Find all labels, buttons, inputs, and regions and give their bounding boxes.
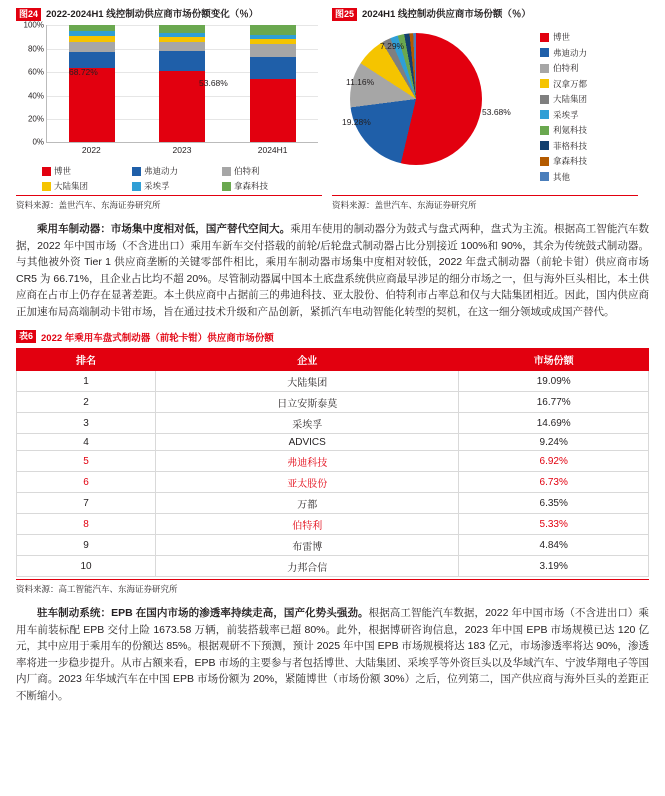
- paragraph-1-lead: 乘用车制动器：市场集中度相对低，国产替代空间大。: [37, 223, 291, 235]
- cell-company: 弗迪科技: [156, 451, 459, 472]
- x-axis-labels: [46, 145, 318, 155]
- legend-label-continental: 大陆集团: [54, 181, 89, 191]
- cell-share: 6.73%: [459, 472, 649, 493]
- stacked-bar-chart: [16, 20, 322, 165]
- y-tick-40: 40%: [27, 91, 44, 101]
- legend-item-other: [540, 171, 636, 183]
- figure-25-tag: 图25: [332, 8, 357, 21]
- figure-24-source: 资料来源：盖世汽车、东海证券研究所: [16, 195, 322, 211]
- figure-24-body: [16, 20, 322, 193]
- cell-company: 万都: [156, 493, 459, 514]
- legend-item-likr: [540, 124, 636, 136]
- table-header-row: [17, 349, 649, 371]
- bar-2024h1: [250, 25, 296, 142]
- cell-company: 力邦合信: [156, 556, 459, 577]
- cell-rank: 6: [17, 472, 156, 493]
- y-tick-80: 80%: [27, 44, 44, 54]
- cell-rank: 1: [17, 371, 156, 392]
- table-6-source: 资料来源：高工智能汽车、东海证券研究所: [16, 579, 649, 595]
- plot-area: [46, 25, 318, 143]
- legend-label-other: 其他: [553, 171, 571, 182]
- legend-label-bosch: 博世: [54, 166, 72, 176]
- legend-swatch-fudi: [132, 167, 141, 176]
- cell-share: 4.84%: [459, 535, 649, 556]
- cell-rank: 8: [17, 514, 156, 535]
- legend-label-nasn: 拿森科技: [553, 156, 588, 166]
- cell-company: ADVICS: [156, 434, 459, 451]
- table-row: [17, 493, 649, 514]
- paragraph-1-body: 乘用车使用的制动器分为鼓式与盘式两种，盘式为主流。根据高工智能汽车数据，2022 年中国市场（不含进出口）乘用车新车交付搭载的前轮/后轮盘式制动器占比分别接近 100%和 90%，其余为传统鼓式制动器。与其他被外资 Tier 1 供应商垄断的关键零部件相比，乘用车制动器市场集中度相对较低，2022 年盘式制动器（前轮卡钳）供应商市场 CR5 为 66.71%，且企业占比均不超 20%。尽管制动器属中国本土底盘系统供应商最早涉足的细分市场之一，但与海外巨头相比，本土供应商在占市上仍存在显著差距。本土供应商中占据前三的弗迪科技、亚太股份、伯特利市占率总和仅与大陆集团相近。因此，国内供应商正加速布局高端制动卡钳市场，旨在通过技术升级和产品创新，紧抓汽车电动智能化转型的契机，在这一细分领域或成国产替代。: [16, 223, 650, 318]
- table-row: [17, 451, 649, 472]
- cell-rank: 3: [17, 413, 156, 434]
- paragraph-2-lead: 驻车制动系统：EPB 在国内市场的渗透率持续走高，国产化势头强劲。: [37, 607, 369, 619]
- table-6-title: [16, 330, 649, 344]
- cell-company: 大陆集团: [156, 371, 459, 392]
- table-6-title-text: 2022 年乘用车盘式制动器（前轮卡钳）供应商市场份额: [41, 333, 274, 344]
- legend-label-fudi: 弗迪动力: [553, 47, 588, 58]
- figure-24-legend: [42, 165, 312, 195]
- table-row: [17, 371, 649, 392]
- legend-item-nasn: [222, 180, 312, 192]
- legend-swatch-nasn: [540, 157, 549, 166]
- paragraph-epb: [16, 605, 649, 704]
- table-row: [17, 472, 649, 493]
- cell-rank: 10: [17, 556, 156, 577]
- cell-rank: 9: [17, 535, 156, 556]
- annotation-68-72: 68.72%: [69, 67, 98, 77]
- legend-item-nasn: [540, 155, 636, 167]
- legend-item-bosch: [540, 31, 636, 43]
- cell-share: 6.92%: [459, 451, 649, 472]
- legend-label-continental: 大陆集团: [553, 94, 588, 104]
- legend-item-fudi: [540, 47, 636, 59]
- pie-label-mando: 7.29%: [380, 41, 405, 51]
- legend-label-fige: 菲格科技: [553, 140, 588, 151]
- figure-24: [16, 8, 322, 211]
- table-row: [17, 535, 649, 556]
- col-rank: 排名: [17, 349, 156, 371]
- legend-label-bosch: 博世: [553, 32, 571, 42]
- pie-label-fudi: 19.28%: [342, 117, 371, 127]
- cell-company: 日立安斯泰莫: [156, 392, 459, 413]
- legend-swatch-continental: [42, 182, 51, 191]
- legend-item-zf: [540, 109, 636, 121]
- cell-company: 布雷博: [156, 535, 459, 556]
- cell-share: 19.09%: [459, 371, 649, 392]
- table-row: [17, 556, 649, 577]
- legend-item-mando: [540, 78, 636, 90]
- y-axis: [16, 20, 46, 147]
- pie-shape: [350, 33, 482, 165]
- pie-label-bethel: 11.16%: [346, 77, 375, 87]
- cell-share: 3.19%: [459, 556, 649, 577]
- legend-swatch-bosch: [42, 167, 51, 176]
- bar-group: [47, 25, 318, 142]
- cell-company: 亚太股份: [156, 472, 459, 493]
- legend-label-zf: 采埃孚: [553, 109, 579, 120]
- legend-swatch-continental: [540, 95, 549, 104]
- pie-chart: [332, 25, 638, 185]
- cell-share: 16.77%: [459, 392, 649, 413]
- cell-share: 5.33%: [459, 514, 649, 535]
- cell-company: 伯特利: [156, 514, 459, 535]
- legend-item-zf: [132, 180, 222, 192]
- table-row: [17, 413, 649, 434]
- y-tick-100: 100%: [23, 20, 44, 30]
- cell-rank: 7: [17, 493, 156, 514]
- cell-rank: 2: [17, 392, 156, 413]
- table-row: [17, 434, 649, 451]
- legend-swatch-other: [540, 172, 549, 181]
- cell-share: 14.69%: [459, 413, 649, 434]
- cell-share: 9.24%: [459, 434, 649, 451]
- x-label-2022: 2022: [81, 145, 101, 155]
- legend-label-nasn: 拿森科技: [234, 181, 269, 191]
- legend-swatch-nasn: [222, 182, 231, 191]
- legend-label-likr: 利氪科技: [553, 125, 588, 135]
- figure-25-title: [332, 8, 638, 21]
- legend-item-continental: [42, 180, 132, 192]
- x-label-2023: 2023: [172, 145, 192, 155]
- legend-swatch-bethel: [222, 167, 231, 176]
- col-company: 企业: [156, 349, 459, 371]
- bar-2022: [69, 25, 115, 142]
- legend-label-bethel: 伯特利: [234, 166, 260, 176]
- paragraph-2-body: 根据高工智能汽车数据，2022 年中国市场（不含进出口）乘用车前装标配 EPB 交付上险 1673.58 万辆，前装搭载率已超 80%。此外，根据博研咨询信息，2023 年中国 EPB 市场规模已达 120 亿元，其中应用于乘用车的份额达 85%。根据观研不下预测，预计 2025 年中国 EPB 市场规模将达 183 亿元，市场渗透率将达 90%，渗透率将进一步稳步提升。从市占额来看，EPB 市场的主要参与者包括博世、大陆集团、采埃孚等外资巨头以及华域汽车、宁波华翔电子等国内厂商。2023 年华域汽车在中国 EPB 市场份额为 20%，紧随博世（市场份额 30%）之后，位列第二，国产供应商与海外巨头的差距正不断缩小。: [16, 607, 649, 702]
- legend-item-fudi: [132, 165, 222, 177]
- figure-25-title-text: 2024H1 线控制动供应商市场份额（％）: [362, 9, 531, 20]
- y-tick-20: 20%: [27, 114, 44, 124]
- legend-label-fudi: 弗迪动力: [144, 166, 179, 176]
- y-tick-0: 0%: [32, 137, 44, 147]
- table-row: [17, 514, 649, 535]
- cell-rank: 4: [17, 434, 156, 451]
- legend-swatch-likr: [540, 126, 549, 135]
- legend-item-bethel: [222, 165, 312, 177]
- legend-swatch-bosch: [540, 33, 549, 42]
- figure-24-title-text: 2022-2024H1 线控制动供应商市场份额变化（％）: [46, 9, 259, 20]
- legend-swatch-fudi: [540, 48, 549, 57]
- legend-item-bethel: [540, 62, 636, 74]
- legend-swatch-bethel: [540, 64, 549, 73]
- legend-label-mando: 汉拿万都: [553, 78, 588, 89]
- table-6-tag: 表6: [16, 330, 36, 343]
- legend-item-continental: [540, 93, 636, 105]
- figure-25: [332, 8, 638, 211]
- y-tick-60: 60%: [27, 67, 44, 77]
- figure-25-source: 资料来源：盖世汽车、东海证券研究所: [332, 195, 638, 211]
- figure-24-tag: 图24: [16, 8, 41, 21]
- legend-label-zf: 采埃孚: [144, 181, 170, 191]
- legend-item-bosch: [42, 165, 132, 177]
- legend-swatch-fige: [540, 141, 549, 150]
- cell-rank: 5: [17, 451, 156, 472]
- table-row: [17, 392, 649, 413]
- cell-share: 6.35%: [459, 493, 649, 514]
- cell-company: 采埃孚: [156, 413, 459, 434]
- x-label-2024h1: 2024H1: [257, 145, 288, 155]
- pie-label-bosch: 53.68%: [482, 107, 511, 117]
- col-share: 市场份额: [459, 349, 649, 371]
- legend-swatch-zf: [540, 110, 549, 119]
- legend-label-bethel: 伯特利: [553, 63, 579, 73]
- legend-swatch-zf: [132, 182, 141, 191]
- annotation-53-68: 53.68%: [199, 78, 228, 88]
- figure-25-body: [332, 25, 638, 193]
- legend-item-fige: [540, 140, 636, 152]
- paragraph-brake-calipers: [16, 221, 649, 320]
- figures-row: [16, 8, 649, 211]
- table-6: [16, 348, 649, 577]
- figure-25-legend: [540, 31, 636, 186]
- legend-swatch-mando: [540, 79, 549, 88]
- figure-24-title: [16, 8, 322, 21]
